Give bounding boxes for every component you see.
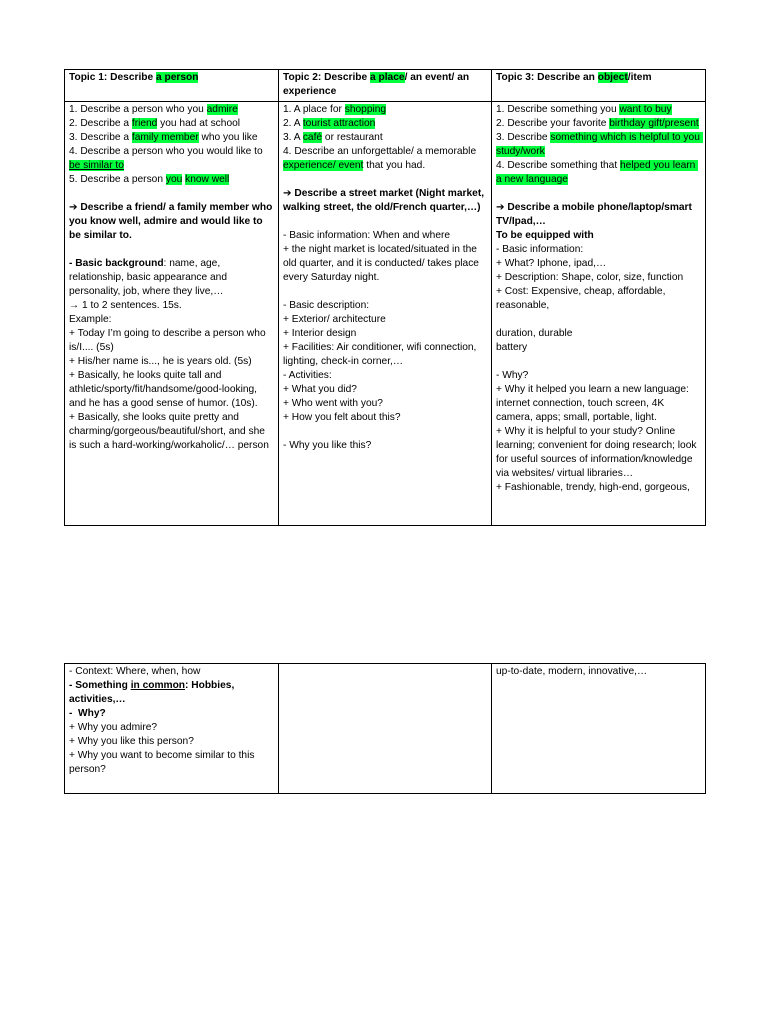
- text-run: Topic 2: Describe: [283, 72, 370, 83]
- blank-line: [283, 215, 487, 229]
- highlighted-text: you: [165, 174, 183, 185]
- text-line: [69, 313, 274, 327]
- text-run: + Fashionable, trendy, high-end, gorgeous,: [496, 482, 690, 493]
- highlighted-text: birthday gift/present: [609, 118, 699, 129]
- text-line: [283, 229, 487, 243]
- text-line: [69, 369, 274, 411]
- text-run: + Exterior/ architecture: [283, 314, 386, 325]
- text-line: [69, 749, 274, 777]
- text-line: [283, 439, 487, 453]
- text-line: [69, 257, 274, 299]
- text-run: : Hobbies, activities,…: [69, 680, 238, 705]
- text-run: + What? Iphone, ipad,…: [496, 258, 607, 269]
- text-line: [283, 313, 487, 327]
- text-line: [69, 735, 274, 749]
- text-run: To be equipped with: [496, 230, 594, 241]
- text-run: 2. Describe a: [69, 118, 132, 129]
- text-line: [283, 327, 487, 341]
- text-run: → 1 to 2 sentences. 15s.: [69, 300, 182, 311]
- text-run: Topic 3: Describe an: [496, 72, 598, 83]
- blank-line: [496, 313, 701, 327]
- text-line: [496, 103, 701, 117]
- text-line: [69, 131, 274, 145]
- text-line: [69, 707, 274, 721]
- text-run: + What you did?: [283, 384, 357, 395]
- text-line: [283, 341, 487, 369]
- text-run: + Today I’m going to describe a person who is/I.... (5s): [69, 328, 269, 353]
- highlighted-text: experience/ event: [283, 160, 364, 171]
- text-line: [496, 159, 701, 187]
- highlighted-text: tourist attraction: [302, 118, 376, 129]
- topics-body-row: [65, 102, 706, 526]
- text-run: + the night market is located/situated in the old quarter, and it is conducted/ takes place every Saturday night.: [283, 244, 482, 283]
- blank-line: [69, 243, 274, 257]
- text-run: Topic 1: Describe: [69, 72, 156, 83]
- highlighted-text: know well: [185, 174, 230, 185]
- text-line: [496, 131, 701, 159]
- text-line: [283, 131, 487, 145]
- text-run: that you had.: [363, 160, 426, 171]
- text-line: [283, 103, 487, 117]
- highlighted-text: want to buy: [619, 104, 672, 115]
- text-line: [496, 243, 701, 257]
- text-run: + Why it is helpful to your study? Online learning; convenient for doing research; look for useful sources of information/knowledge via websites/ virtual libraries…: [496, 426, 700, 479]
- text-line: [69, 299, 274, 313]
- text-run: + Basically, he looks quite tall and athletic/sporty/fit/handsome/good-looking, and he has a good sense of humor. (10s).: [69, 370, 260, 409]
- text-line: [283, 397, 487, 411]
- text-run: 2. A: [283, 118, 303, 129]
- text-line: [283, 243, 487, 285]
- text-line: [69, 665, 274, 679]
- text-run: + Who went with you?: [283, 398, 383, 409]
- highlighted-text: shopping: [344, 104, 387, 115]
- text-run: - Basic information:: [496, 244, 584, 255]
- text-run: ➔ Describe a street market (Night market, walking street, the old/French quarter,…): [283, 188, 487, 213]
- text-line: [283, 145, 487, 173]
- text-run: 3. Describe: [496, 132, 551, 143]
- text-line: [69, 411, 274, 453]
- text-line: [496, 257, 701, 271]
- text-line: [283, 383, 487, 397]
- topic-2-content: [279, 102, 492, 526]
- highlighted-text: a person: [156, 72, 199, 83]
- text-run: + Why you admire?: [69, 722, 158, 733]
- text-run: 1. Describe something you: [496, 104, 620, 115]
- text-run: /item: [627, 72, 652, 83]
- header-topic-1: [65, 70, 279, 102]
- text-run: - Basic information: When and where: [283, 230, 451, 241]
- topic-1-continuation: [65, 664, 279, 794]
- text-run: or restaurant: [322, 132, 383, 143]
- text-run: 1. A place for: [283, 104, 345, 115]
- text-run: 3. Describe a: [69, 132, 132, 143]
- text-line: [496, 327, 701, 341]
- text-line: [496, 481, 701, 495]
- highlighted-text: something which is helpful to you study/work: [496, 132, 703, 157]
- text-run: ➔ Describe a mobile phone/laptop/smart TV/Ipad,…: [496, 202, 695, 227]
- highlighted-text: helped you learn a new language: [496, 160, 699, 185]
- text-line: [69, 721, 274, 735]
- text-run: + Why it helped you learn a new language: internet connection, touch screen, 4K camera, apps; small, portable, light.: [496, 384, 692, 423]
- blank-line: [69, 187, 274, 201]
- text-line: [283, 411, 487, 425]
- text-line: [496, 117, 701, 131]
- highlighted-text: be similar to: [69, 160, 124, 171]
- text-run: / an event/ an experience: [283, 72, 470, 97]
- text-run: who you like: [198, 132, 258, 143]
- text-line: [496, 229, 701, 243]
- text-run: - Something: [69, 680, 131, 691]
- text-run: + How you felt about this?: [283, 412, 401, 423]
- topic-1-content: [65, 102, 279, 526]
- highlighted-text: a place: [370, 72, 405, 83]
- continuation-row: [65, 664, 706, 794]
- text-line: [496, 285, 701, 313]
- text-run: + Why you like this person?: [69, 736, 194, 747]
- text-line: [69, 327, 274, 355]
- text-line: [496, 425, 701, 481]
- highlighted-text: admire: [206, 104, 238, 115]
- topics-table: [64, 69, 706, 526]
- text-run: - Basic description:: [283, 300, 370, 311]
- text-line: [283, 117, 487, 131]
- topic-3-continuation: [492, 664, 706, 794]
- text-line: [496, 369, 701, 383]
- text-line: [69, 201, 274, 243]
- text-line: [69, 355, 274, 369]
- blank-line: [283, 173, 487, 187]
- text-run: Example:: [69, 314, 112, 325]
- text-line: [283, 369, 487, 383]
- text-run: 5. Describe a person: [69, 174, 166, 185]
- text-line: [69, 103, 274, 117]
- text-line: [283, 187, 487, 215]
- text-run: 1. Describe a person who you: [69, 104, 207, 115]
- text-run: : name, age, relationship, basic appearance and personality, job, where they live,…: [69, 258, 230, 297]
- text-run: 3. A: [283, 132, 303, 143]
- highlighted-text: family member: [131, 132, 199, 143]
- blank-line: [496, 355, 701, 369]
- text-run: - Activities:: [283, 370, 332, 381]
- highlighted-text: object: [597, 72, 628, 83]
- text-run: ➔ Describe a friend/ a family member who you know well, admire and would like to be similar to.: [69, 202, 276, 241]
- text-run: 4. Describe a person who you would like to: [69, 146, 266, 157]
- text-run: 4. Describe something that: [496, 160, 621, 171]
- blank-line: [283, 425, 487, 439]
- text-line: [69, 145, 274, 173]
- text-run: - Context: Where, when, how: [69, 666, 201, 677]
- topic-2-continuation: [279, 664, 492, 794]
- text-run: + Description: Shape, color, size, function: [496, 272, 684, 283]
- text-run: + Why you want to become similar to this person?: [69, 750, 258, 775]
- text-run: + Basically, she looks quite pretty and charming/gorgeous/beautiful/short, and she is such a hard-working/workaholic/… person: [69, 412, 269, 451]
- highlighted-text: friend: [131, 118, 158, 129]
- text-line: [69, 173, 274, 187]
- text-run: duration, durable: [496, 328, 573, 339]
- text-line: [496, 271, 701, 285]
- text-run: up-to-date, modern, innovative,…: [496, 666, 648, 677]
- blank-line: [496, 187, 701, 201]
- text-line: [496, 201, 701, 229]
- text-run: in common: [130, 680, 186, 691]
- text-run: + His/her name is..., he is years old. (5s): [69, 356, 252, 367]
- text-run: 4. Describe an unforgettable/ a memorable: [283, 146, 479, 157]
- text-run: - Why?: [496, 370, 529, 381]
- text-line: [69, 117, 274, 131]
- text-line: [69, 679, 274, 707]
- topic-3-content: [492, 102, 706, 526]
- text-run: + Interior design: [283, 328, 357, 339]
- header-topic-2: [279, 70, 492, 102]
- topics-header-row: [65, 70, 706, 102]
- header-topic-3: [492, 70, 706, 102]
- text-run: - Basic background: [69, 258, 164, 269]
- text-run: you had at school: [157, 118, 241, 129]
- text-run: - Why you like this?: [283, 440, 372, 451]
- text-line: [283, 299, 487, 313]
- blank-line: [283, 285, 487, 299]
- topics-continuation-table: [64, 663, 706, 794]
- text-run: 2. Describe your favorite: [496, 118, 610, 129]
- text-run: + Facilities: Air conditioner, wifi connection, lighting, check-in corner,…: [283, 342, 480, 367]
- text-line: [496, 341, 701, 355]
- text-line: [496, 383, 701, 425]
- text-run: + Cost: Expensive, cheap, affordable, reasonable,: [496, 286, 669, 311]
- text-run: - Why?: [69, 708, 106, 719]
- text-run: battery: [496, 342, 528, 353]
- highlighted-text: café: [302, 132, 323, 143]
- text-line: [496, 665, 701, 679]
